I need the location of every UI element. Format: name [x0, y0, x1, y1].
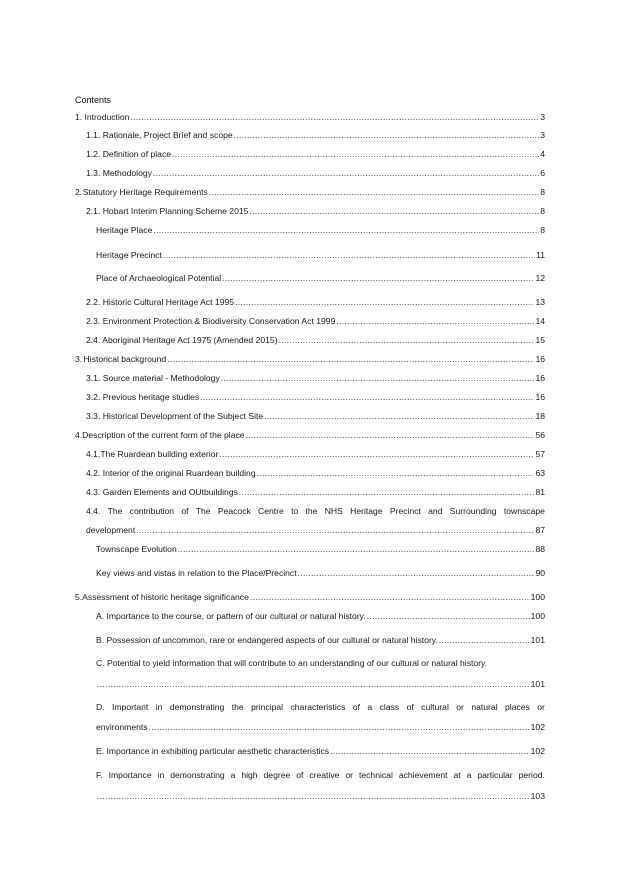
toc-entry [75, 187, 545, 198]
toc-entry-label: Heritage Place [96, 225, 153, 235]
toc-entry-label: Key views and vistas in relation to the Place/Precinct [96, 568, 297, 578]
toc-entry-word: The [195, 506, 211, 516]
toc-entry-label: Introduction [84, 112, 130, 122]
toc-leader-dots [136, 525, 534, 536]
toc-page-number: 3 [540, 130, 545, 140]
toc-entry-word: cultural [421, 702, 449, 712]
toc-entry-label: 3.2. Previous heritage studies [86, 392, 200, 402]
toc-entry [96, 568, 545, 579]
toc-page-number: 88 [535, 544, 545, 554]
toc-entry-word: to [291, 506, 299, 516]
toc-leader-dots [257, 468, 535, 479]
toc-entry-label: Historical background [83, 354, 167, 364]
toc-entry-label: 1.1. Rationale, Project Brief and scope [86, 130, 233, 140]
toc-entry [86, 316, 545, 327]
toc-entry [96, 791, 545, 802]
toc-entry-word: and [428, 506, 443, 516]
toc-entry-word: NHS [324, 506, 343, 516]
toc-section-number: 3. [75, 354, 83, 364]
toc-entry-label: Statutory Heritage Requirements [82, 187, 208, 197]
toc-page-number: 16 [535, 354, 545, 364]
toc-entry-word: class [379, 702, 400, 712]
toc-leader-dots [250, 592, 530, 603]
toc-page-number: 14 [535, 316, 545, 326]
toc-entry [96, 250, 545, 261]
toc-entry-label: 4.3. Garden Elements and OUtbuildings [86, 487, 238, 497]
toc-leader-dots [97, 679, 530, 690]
toc-page-number: 18 [535, 411, 545, 421]
toc-entry-word: Important [112, 702, 149, 712]
toc-page-number: 6 [540, 168, 545, 178]
toc-entry [75, 112, 545, 123]
toc-entry-word: or [345, 770, 354, 780]
toc-leader-dots [279, 335, 535, 346]
toc-entry [86, 373, 545, 384]
toc-entry-word: Peacock [217, 506, 251, 516]
toc-entry-label: 1.3. Methodology [86, 168, 152, 178]
toc-page-number: 101 [530, 635, 545, 645]
toc-entry-label: 2.2. Historic Cultural Heritage Act 1995 [86, 297, 235, 307]
toc-section-number: 4.1. [86, 449, 101, 459]
toc-entry-word: achievement [398, 770, 448, 780]
toc-leader-dots [239, 487, 535, 498]
toc-entry-label: Townscape Evolution [96, 544, 177, 554]
toc-entry-word: degree [263, 770, 291, 780]
toc-entry [96, 544, 545, 555]
toc-entry-word: in [155, 702, 163, 712]
toc-entry-label: The Ruardean building exterior [100, 449, 219, 459]
toc-leader-dots [298, 568, 535, 579]
toc-entry-word: Heritage [350, 506, 383, 516]
toc-entry-label: development [86, 525, 136, 535]
toc-entry [86, 411, 545, 422]
toc-entry [96, 611, 545, 622]
toc-entry-label: 2.1. Hobart Interim Planning Scheme 2015 [86, 206, 249, 216]
toc-entry-word: demonstrating [169, 702, 225, 712]
toc-entry-label: 1.2. Definition of place [86, 149, 172, 159]
toc-entry-word: 4.4. [86, 506, 101, 516]
toc-leader-dots [264, 411, 534, 422]
toc-page-number: 13 [535, 297, 545, 307]
toc-section-number: 2. [75, 187, 83, 197]
toc-leader-dots [367, 611, 530, 622]
toc-page-number: 103 [530, 791, 545, 801]
toc-entry-word: particular [477, 770, 513, 780]
toc-entry-line [96, 658, 545, 669]
toc-page-number: 100 [530, 592, 545, 602]
toc-page-number: 101 [530, 679, 545, 689]
toc-entry [96, 225, 545, 236]
toc-page-number: 8 [540, 187, 545, 197]
toc-leader-dots [330, 746, 530, 757]
toc-entry-label: 4.2. Interior of the original Ruardean building [86, 468, 256, 478]
toc-entry-label: C. Potential to yield information that will contribute to an understanding of our cultural or natural history. [96, 658, 488, 668]
toc-entry [86, 525, 545, 536]
toc-leader-dots [221, 373, 535, 384]
toc-entry-word: a [466, 770, 472, 780]
toc-entry-label: 2.4. Aboriginal Heritage Act 1975 (Amended 2015) [86, 335, 278, 345]
toc-entry [96, 746, 545, 757]
toc-leader-dots [153, 225, 539, 236]
toc-entry-line [96, 770, 545, 781]
toc-page-number: 102 [530, 746, 545, 756]
toc-entry [86, 487, 545, 498]
toc-entry-word: of [181, 506, 189, 516]
toc-entry-word: principal [251, 702, 284, 712]
toc-entry-word: at [453, 770, 461, 780]
toc-entry [86, 392, 545, 403]
toc-entry-word: contribution [129, 506, 175, 516]
toc-entry-label: environments [96, 722, 148, 732]
toc-entry-word: D. [96, 702, 105, 712]
toc-entry [86, 297, 545, 308]
toc-page-number: 63 [535, 468, 545, 478]
toc-page-number: 3 [540, 112, 545, 122]
toc-entry-word: a [367, 702, 373, 712]
toc-leader-dots [235, 297, 534, 308]
toc-entry-word: F. [96, 770, 103, 780]
toc-entry-label: B. Possession of uncommon, rare or endangered aspects of our cultural or natural history. [96, 635, 438, 645]
toc-leader-dots [130, 112, 539, 123]
toc-leader-dots [97, 791, 530, 802]
toc-entry-line [86, 506, 545, 517]
toc-leader-dots [178, 544, 535, 555]
toc-entry-label: A. Importance to the course, or pattern of our cultural or natural history. [96, 611, 366, 621]
toc-leader-dots [222, 273, 534, 284]
toc-entry-word: The [107, 506, 123, 516]
toc-leader-dots [167, 354, 534, 365]
toc-section-number: 4. [75, 430, 83, 440]
toc-entry-word: period. [518, 770, 545, 780]
toc-entry-word: characteristics [290, 702, 346, 712]
toc-entry-word: demonstrating [170, 770, 225, 780]
toc-section-number: 1. [75, 112, 83, 122]
toc-entry [86, 130, 545, 141]
toc-entry-word: Centre [258, 506, 284, 516]
toc-page-number: 100 [530, 611, 545, 621]
toc-entry-word: or [537, 702, 545, 712]
toc-entry-label: 3.3. Historical Development of the Subject Site [86, 411, 264, 421]
toc-leader-dots [153, 168, 539, 179]
toc-entry-word: townscape [503, 506, 545, 516]
toc-entry-word: high [241, 770, 258, 780]
toc-entry [86, 449, 545, 460]
toc-entry [86, 149, 545, 160]
toc-leader-dots [246, 430, 535, 441]
toc-entry-word: a [230, 770, 236, 780]
toc-leader-dots [163, 250, 535, 261]
toc-entry [75, 430, 545, 441]
toc-entry-word: of [352, 702, 360, 712]
toc-entry-word: or [456, 702, 464, 712]
toc-page-number: 90 [535, 568, 545, 578]
toc-entry-line [96, 702, 545, 713]
toc-leader-dots [200, 392, 534, 403]
toc-leader-dots [336, 316, 534, 327]
toc-leader-dots [209, 187, 539, 198]
toc-leader-dots [439, 635, 530, 646]
toc-entry-word: Surrounding [449, 506, 497, 516]
toc-leader-dots [172, 149, 539, 160]
toc-entry-label: Heritage Precinct [96, 250, 162, 260]
toc-page-number: 56 [535, 430, 545, 440]
toc-entry [96, 273, 545, 284]
toc-leader-dots [234, 130, 540, 141]
toc-entry-label: Assessment of historic heritage significance [82, 592, 249, 602]
toc-page-number: 87 [535, 525, 545, 535]
toc-entry-word: the [305, 506, 318, 516]
toc-entry [86, 206, 545, 217]
toc-leader-dots [219, 449, 534, 460]
toc-entry-word: Precinct [389, 506, 421, 516]
toc-entry [86, 468, 545, 479]
toc-page-number: 12 [535, 273, 545, 283]
toc-entry-word: of [296, 770, 304, 780]
toc-entry-label: 2.3. Environment Protection & Biodiversity Conservation Act 1999 [86, 316, 336, 326]
toc-entry [75, 592, 545, 603]
toc-entry-label: Description of the current form of the place [82, 430, 245, 440]
toc-page-number: 4 [540, 149, 545, 159]
toc-entry-word: of [406, 702, 414, 712]
toc-entry [96, 679, 545, 690]
toc-entry [96, 722, 545, 733]
toc-entry-word: places [505, 702, 530, 712]
contents-heading: Contents [75, 95, 112, 105]
toc-page-number: 57 [535, 449, 545, 459]
toc-page-number: 81 [535, 487, 545, 497]
toc-leader-dots [249, 206, 539, 217]
toc-page-number: 16 [535, 373, 545, 383]
toc-entry-label: 3.1. Source material - Methodology [86, 373, 220, 383]
toc-leader-dots [149, 722, 530, 733]
toc-page-number: 16 [535, 392, 545, 402]
toc-page-number: 102 [530, 722, 545, 732]
toc-entry-word: the [231, 702, 244, 712]
toc-page-number: 8 [540, 225, 545, 235]
toc-entry-word: Importance [108, 770, 152, 780]
toc-entry-word: creative [309, 770, 340, 780]
toc-page-number: 8 [540, 206, 545, 216]
toc-entry-word: natural [471, 702, 498, 712]
toc-page-number: 11 [536, 250, 545, 260]
toc-entry [75, 354, 545, 365]
toc-entry-label: E. Importance in exhibiting particular aesthetic characteristics [96, 746, 330, 756]
toc-section-number: 5. [75, 592, 83, 602]
toc-entry-label: Place of Archaeological Potential [96, 273, 222, 283]
toc-entry-word: technical [358, 770, 393, 780]
toc-entry [96, 635, 545, 646]
toc-entry [86, 335, 545, 346]
toc-page-number: 15 [535, 335, 545, 345]
toc-entry-word: in [157, 770, 165, 780]
toc-entry [86, 168, 545, 179]
